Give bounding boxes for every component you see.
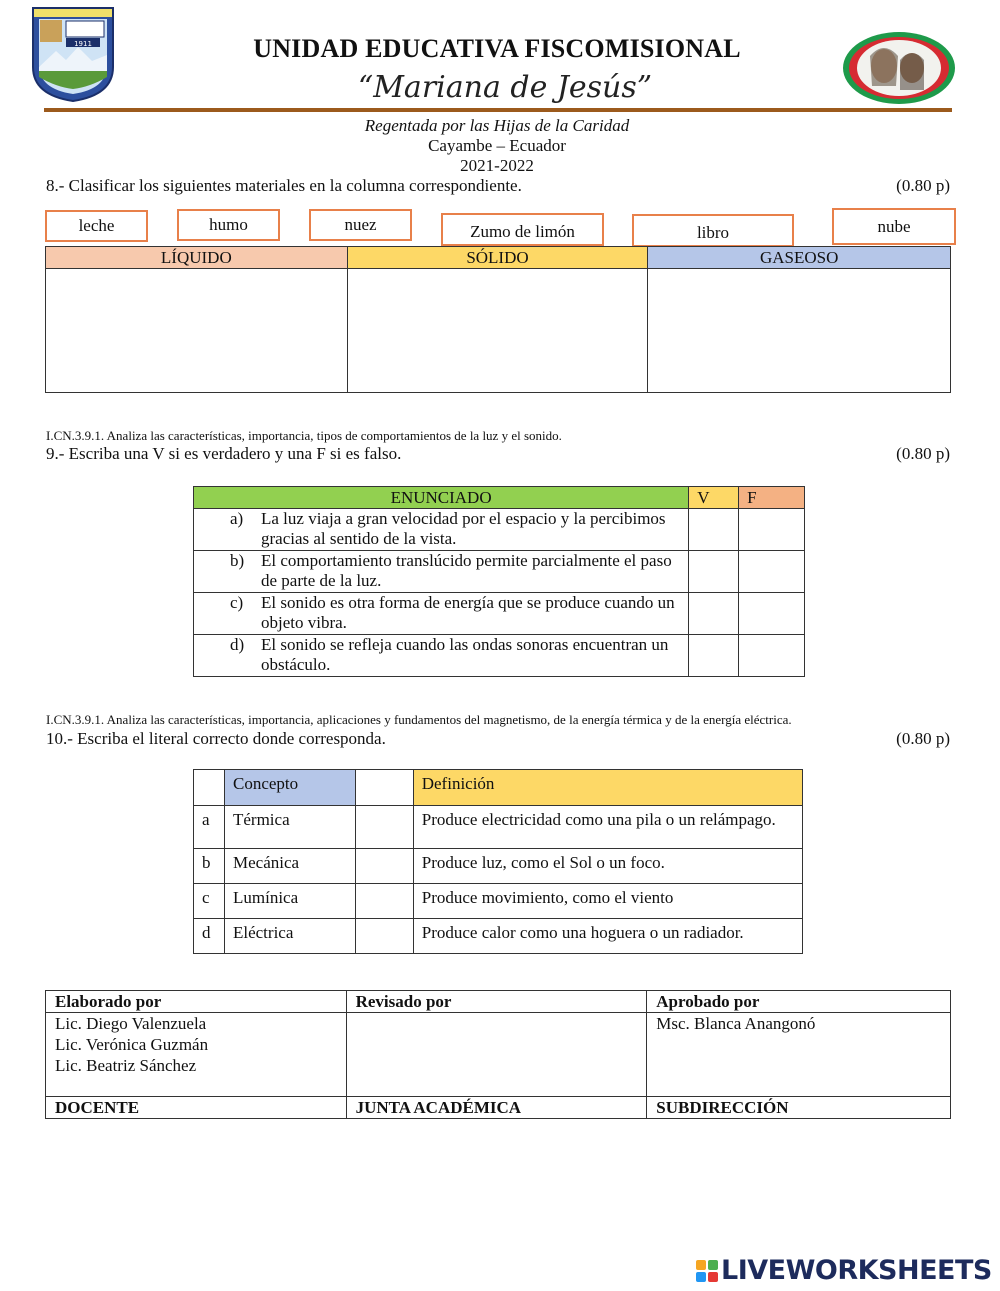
header-line-location: Cayambe – Ecuador bbox=[428, 136, 566, 155]
chip-humo[interactable]: humo bbox=[177, 209, 280, 241]
row-letter-b: b bbox=[194, 849, 225, 884]
answer-f-a[interactable] bbox=[739, 509, 805, 551]
header-f: F bbox=[739, 487, 805, 509]
concept-mecanica: Mecánica bbox=[224, 849, 355, 884]
question-8-prompt: 8.- Clasificar los siguientes materiales en la columna correspondiente. bbox=[46, 176, 522, 195]
question-10-standard: I.CN.3.9.1. Analiza las características, importancia, aplicaciones y fundamentos del magnetismo, de la energía térmica y de la energía eléctrica. bbox=[46, 712, 792, 727]
chip-nube[interactable]: nube bbox=[832, 208, 956, 245]
brand-blocks-icon bbox=[696, 1260, 718, 1282]
signature-table bbox=[45, 990, 951, 1119]
statement-d: d) El sonido se refleja cuando las ondas sonoras encuentran un obstáculo. bbox=[194, 635, 689, 677]
question-8-points: (0.80 p) bbox=[896, 176, 950, 195]
reviewed-by-names bbox=[346, 1013, 647, 1097]
header-v: V bbox=[689, 487, 739, 509]
liveworksheets-brand bbox=[696, 1255, 992, 1286]
drop-zone-gaseoso[interactable] bbox=[648, 269, 951, 393]
concept-luminica: Lumínica bbox=[224, 884, 355, 919]
author-name: Lic. Diego Valenzuela bbox=[55, 1014, 207, 1033]
header-elaborado-por: Elaborado por bbox=[46, 991, 347, 1013]
matching-table bbox=[193, 769, 803, 954]
true-false-table bbox=[193, 486, 805, 677]
role-junta-academica: JUNTA ACADÉMICA bbox=[346, 1097, 647, 1119]
statement-c: c) El sonido es otra forma de energía que se produce cuando un objeto vibra. bbox=[194, 593, 689, 635]
chip-leche[interactable]: leche bbox=[45, 210, 148, 242]
definition-2: Produce luz, como el Sol o un foco. bbox=[413, 849, 802, 884]
statement-b: b) El comportamiento translúcido permite parcialmente el paso de parte de la luz. bbox=[194, 551, 689, 593]
question-10-points: (0.80 p) bbox=[896, 729, 950, 748]
header-enunciado: ENUNCIADO bbox=[194, 487, 689, 509]
question-10-prompt: 10.- Escriba el literal correcto donde corresponda. bbox=[46, 729, 386, 748]
answer-v-d[interactable] bbox=[689, 635, 739, 677]
school-motto-subtitle: “Mariana de Jesús” bbox=[357, 70, 653, 105]
row-letter-c: c bbox=[194, 884, 225, 919]
header-blank-letter bbox=[194, 770, 225, 806]
elaborated-by-names bbox=[46, 1013, 347, 1097]
logo-year: 1911 bbox=[74, 40, 92, 48]
brand-name: LIVEWORKSHEETS bbox=[721, 1255, 992, 1286]
header-line-year: 2021-2022 bbox=[460, 156, 534, 175]
header-blank-answer bbox=[355, 770, 413, 806]
header-divider bbox=[44, 108, 952, 112]
answer-v-c[interactable] bbox=[689, 593, 739, 635]
author-name: Lic. Verónica Guzmán bbox=[55, 1035, 209, 1054]
question-9-points: (0.80 p) bbox=[896, 444, 950, 463]
column-header-solido: SÓLIDO bbox=[347, 247, 648, 269]
definition-4: Produce calor como una hoguera o un radiador. bbox=[413, 919, 802, 954]
answer-input-1[interactable] bbox=[355, 806, 413, 849]
chip-nuez[interactable]: nuez bbox=[309, 209, 412, 241]
question-9-prompt: 9.- Escriba una V si es verdadero y una F si es falso. bbox=[46, 444, 402, 463]
row-letter-d: d bbox=[194, 919, 225, 954]
school-name-title: UNIDAD EDUCATIVA FISCOMISIONAL bbox=[253, 34, 741, 63]
answer-v-b[interactable] bbox=[689, 551, 739, 593]
header-revisado-por: Revisado por bbox=[346, 991, 647, 1013]
column-header-gaseoso: GASEOSO bbox=[648, 247, 951, 269]
definition-3: Produce movimiento, como el viento bbox=[413, 884, 802, 919]
approved-by-name: Msc. Blanca Anangonó bbox=[647, 1013, 951, 1097]
answer-v-a[interactable] bbox=[689, 509, 739, 551]
role-docente: DOCENTE bbox=[46, 1097, 347, 1119]
drop-zone-solido[interactable] bbox=[347, 269, 648, 393]
answer-f-d[interactable] bbox=[739, 635, 805, 677]
answer-input-4[interactable] bbox=[355, 919, 413, 954]
row-letter-a: a bbox=[194, 806, 225, 849]
definition-1: Produce electricidad como una pila o un relámpago. bbox=[413, 806, 802, 849]
classification-table bbox=[45, 246, 951, 393]
role-subdireccion: SUBDIRECCIÓN bbox=[647, 1097, 951, 1119]
header-line-congregation: Regentada por las Hijas de la Caridad bbox=[364, 116, 630, 135]
header-aprobado-por: Aprobado por bbox=[647, 991, 951, 1013]
statement-a: a) La luz viaja a gran velocidad por el espacio y la percibimos gracias al sentido de la vista. bbox=[194, 509, 689, 551]
header-definicion: Definición bbox=[413, 770, 802, 806]
author-name: Lic. Beatriz Sánchez bbox=[55, 1056, 197, 1075]
question-9-standard: I.CN.3.9.1. Analiza las características, importancia, tipos de comportamientos de la luz y el sonido. bbox=[46, 428, 562, 443]
column-header-liquido: LÍQUIDO bbox=[46, 247, 348, 269]
concept-termica: Térmica bbox=[224, 806, 355, 849]
answer-f-b[interactable] bbox=[739, 551, 805, 593]
concept-electrica: Eléctrica bbox=[224, 919, 355, 954]
header-concepto: Concepto bbox=[224, 770, 355, 806]
answer-f-c[interactable] bbox=[739, 593, 805, 635]
answer-input-3[interactable] bbox=[355, 884, 413, 919]
answer-input-2[interactable] bbox=[355, 849, 413, 884]
drop-zone-liquido[interactable] bbox=[46, 269, 348, 393]
founders-portrait-logo bbox=[840, 30, 958, 106]
chip-libro[interactable]: libro bbox=[632, 214, 794, 247]
chip-zumo-de-limon[interactable]: Zumo de limón bbox=[441, 213, 604, 246]
